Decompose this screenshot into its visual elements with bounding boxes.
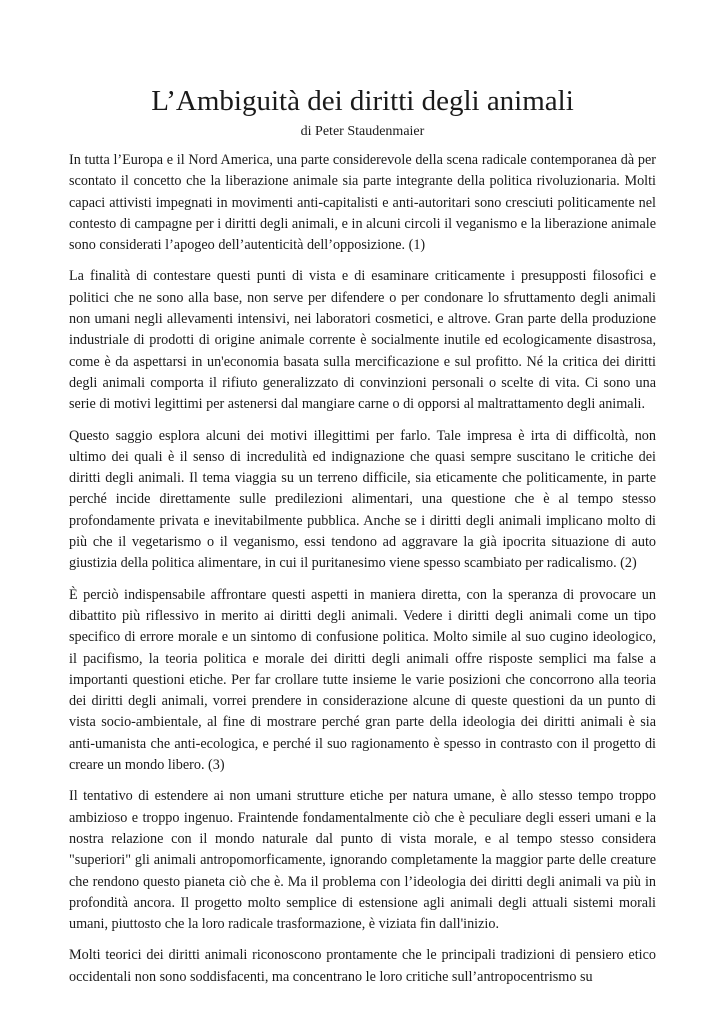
author-byline: di Peter Staudenmaier — [300, 124, 425, 139]
paragraph-1: In tutta l’Europa e il Nord America, una parte considerevole della scena radicale contemporanea dà per scontato il concetto che la liberazione animale sia parte integrante della politica rivoluzionaria. Molti capaci attivisti impegnati in movimenti anti-capitalisti e anti-autoritari sono cresciuti politicamente nel contesto di campagne per i diritti degli animali, e in alcuni circoli il veganismo e la liberazione animale sono considerati l’apogeo dell’autenticità dell’opposizione. (1) — [69, 152, 656, 254]
paragraph-4: È perciò indispensabile affrontare questi aspetti in maniera diretta, con la speranza di provocare un dibattito più riflessivo in merito ai diritti degli animali. Vedere i diritti degli animali come un tipo specifico di errore morale e un sintomo di confusione politica. Molto simile al suo cugino ideologico, il pacifismo, la teoria politica e morale dei diritti degli animali offre risposte semplici ma false a importanti questioni etiche. Per far crollare tutte insieme le varie posizioni che concorrono alla teoria dei diritti degli animali, vorrei prendere in considerazione alcune di queste questioni da un punto di vista socio-ambientale, al fine di mostrare perché gran parte della ideologia dei diritti animali è sia anti-umanista che anti-ecologica, e perché il suo ragionamento è spesso in contrasto con il progetto di creare un mondo libero. (3) — [69, 586, 656, 774]
paragraph-5: Il tentativo di estendere ai non umani strutture etiche per natura umane, è allo stesso tempo troppo ambizioso e troppo ingenuo. Fraintende fondamentalmente ciò che è peculiare degli esseri umani e la nostra relazione con il mondo naturale dal punto di vista morale, e al tempo stesso considera "superiori" gli animali antropomorficamente, ignorando completamente la maggior parte delle creature che rendono questo pianeta ciò che è. Ma il problema con l’ideologia dei diritti degli animali va più in profondità ancora. Il progetto molto semplice di estensione agli animali degli attuali sistemi morali umani, piuttosto che la loro radicale trasformazione, è viziata fin dall'inizio. — [69, 788, 656, 933]
document-title: L’Ambiguità dei diritti degli animali — [151, 85, 574, 117]
paragraph-3: Questo saggio esplora alcuni dei motivi illegittimi per farlo. Tale impresa è irta di difficoltà, non ultimo dei quali è il senso di incredulità ed indignazione che quasi sempre suscitano le critiche dei diritti degli animali. Il tema viaggia su un terreno difficile, sia eticamente che politicamente, in parte perché incide direttamente sulle predilezioni alimentari, una questione che è al tempo stesso profondamente privata e inevitabilmente pubblica. Anche se i diritti degli animali implicano molto di più che il vegetarismo o il veganismo, essi tendono ad aggravare la già ipocrita situazione di auto giustizia della politica alimentare, in cui il puritanesimo viene spesso scambiato per radicalismo. (2) — [69, 427, 656, 572]
paragraph-6: Molti teorici dei diritti animali riconoscono prontamente che le principali tradizioni di pensiero etico occidentali non sono soddisfacenti, ma concentrano le loro critiche sull’antropocentrismo su — [69, 947, 656, 985]
paragraph-2: La finalità di contestare questi punti di vista e di esaminare criticamente i presupposti filosofici e politici che ne sono alla base, non serve per difendere o per condonare lo sfruttamento degli animali non umani negli allevamenti intensivi, nei laboratori cosmetici, e altrove. Gran parte della produzione industriale di prodotti di origine animale corrente è socialmente inutile ed ecologicamente disastrosa, come è da aspettarsi in un'economia basata sulla mercificazione e sul profitto. Né la critica dei diritti degli animali comporta il rifiuto generalizzato di convinzioni personali o scelte di vita. Ci sono una serie di motivi legittimi per astenersi dal mangiare carne o di opporsi al maltrattamento degli animali. — [69, 268, 656, 413]
document-page — [69, 82, 656, 998]
